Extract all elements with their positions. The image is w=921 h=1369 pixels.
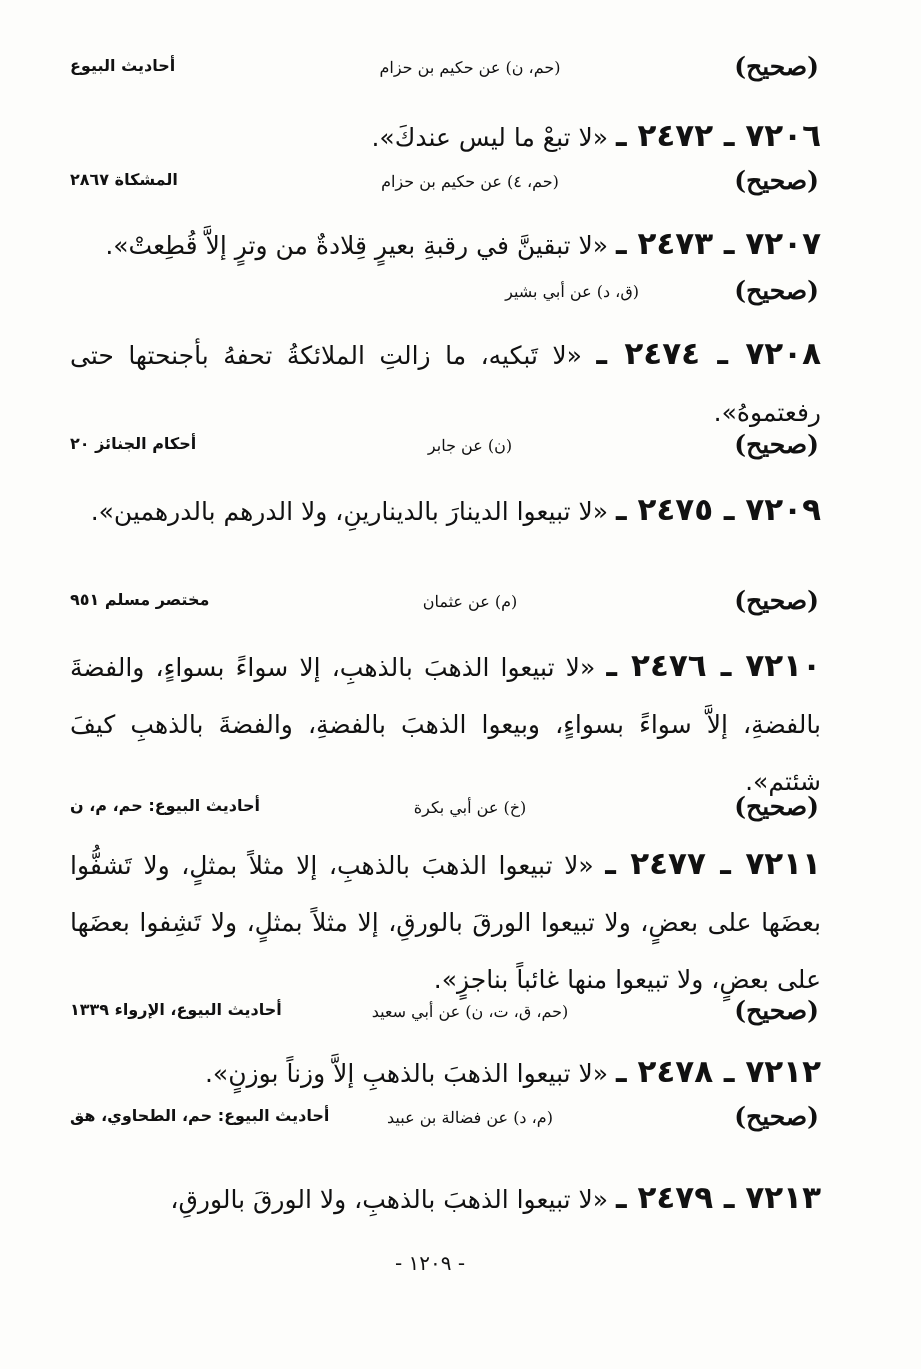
source-attribution: (خ) عن أبي بكرة — [413, 798, 527, 817]
hadith-text — [70, 216, 821, 274]
hadith-number: ٧٢١٣ ـ ٢٤٧٩ ـ — [616, 1180, 821, 1216]
hadith-body: «لا تبقينَّ في رقبةِ بعيرٍ قِلادةٌ من وترٍ إلاَّ قُطِعتْ». — [105, 231, 609, 260]
hadith-meta-row — [70, 1102, 819, 1146]
hadith-number: ٧٢١٠ ـ ٢٤٧٦ ـ — [606, 648, 822, 684]
hadith-number: ٧٢٠٨ ـ ٢٤٧٤ ـ — [596, 336, 821, 372]
source-attribution: (م، د) عن فضالة بن عبيد — [387, 1108, 553, 1127]
source-attribution: (ق، د) عن أبي بشير — [505, 282, 639, 301]
hadith-text — [70, 1170, 821, 1228]
hadith-body: «لا تبيعوا الذهبَ بالذهبِ إلاَّ وزناً بوزنٍ». — [204, 1059, 609, 1088]
hadith-body: «لا تَبكيه، ما زالتِ الملائكةُ تحفهُ بأجنحتها حتى رفعتموهُ». — [70, 341, 821, 427]
hadith-text — [70, 326, 821, 441]
source-attribution: (حم، ن) عن حكيم بن حزام — [379, 58, 561, 77]
hadith-body: «لا تبيعوا الذهبَ بالذهبِ، ولا الورقَ بالورقِ، — [170, 1185, 609, 1214]
hadith-meta-row — [70, 586, 819, 630]
source-attribution: (حم، ق، ت، ن) عن أبي سعيد — [371, 1002, 569, 1021]
reference-note: أحاديث البيوع: حم، م، ن — [70, 796, 260, 815]
grade-label: (صحيح) — [734, 52, 819, 81]
reference-note: مختصر مسلم ٩٥١ — [70, 590, 210, 609]
grade-label: (صحيح) — [734, 996, 819, 1025]
source-attribution: (حم، ٤) عن حكيم بن حزام — [381, 172, 559, 191]
source-attribution: (ن) عن جابر — [427, 436, 513, 455]
hadith-number: ٧٢١١ ـ ٢٤٧٧ ـ — [605, 846, 821, 882]
hadith-number: ٧٢٠٧ ـ ٢٤٧٣ ـ — [616, 226, 821, 262]
grade-label: (صحيح) — [734, 276, 819, 305]
grade-label: (صحيح) — [734, 430, 819, 459]
hadith-meta-row — [70, 166, 819, 210]
hadith-meta-row — [70, 52, 819, 96]
hadith-text — [70, 108, 821, 166]
hadith-body: «لا تبعْ ما ليس عندكَ». — [371, 123, 609, 152]
hadith-text — [70, 836, 821, 1008]
hadith-body: «لا تبيعوا الذهبَ بالذهبِ، إلا سواءً بسواءٍ، والفضةَ بالفضةِ، إلاَّ سواءً بسواءٍ، وبيعوا الذهبَ بالفضةِ، والفضةَ بالذهبِ كيفَ شئتم». — [70, 653, 821, 796]
grade-label: (صحيح) — [734, 586, 819, 615]
grade-label: (صحيح) — [734, 792, 819, 821]
hadith-text — [70, 1044, 821, 1102]
page-number: - ١٢٠٩ - — [394, 1251, 466, 1275]
reference-note: أحاديث البيوع — [70, 56, 176, 75]
hadith-number: ٧٢١٢ ـ ٢٤٧٨ ـ — [616, 1054, 821, 1090]
hadith-meta-row — [70, 996, 819, 1040]
reference-note: أحكام الجنائز ٢٠ — [70, 434, 197, 453]
reference-note: المشكاة ٢٨٦٧ — [70, 170, 178, 189]
hadith-meta-row — [70, 792, 819, 836]
grade-label: (صحيح) — [734, 166, 819, 195]
hadith-body: «لا تبيعوا الذهبَ بالذهبِ، إلا مثلاً بمثلٍ، ولا تَشفُّوا بعضَها على بعضٍ، ولا تبيعوا الورقَ بالورقِ، إلا مثلاً بمثلٍ، ولا تَشِفوا بعضَها على بعضٍ، ولا تبيعوا منها غائباً بناجزٍ». — [70, 851, 821, 994]
hadith-number: ٧٢٠٦ ـ ٢٤٧٢ ـ — [616, 118, 821, 154]
grade-label: (صحيح) — [734, 1102, 819, 1131]
reference-note: أحاديث البيوع: حم، الطحاوي، هق — [70, 1106, 330, 1125]
source-attribution: (م) عن عثمان — [422, 592, 518, 611]
hadith-text — [70, 638, 821, 810]
reference-note: أحاديث البيوع، الإرواء ١٣٣٩ — [70, 1000, 282, 1019]
hadith-meta-row — [70, 276, 819, 320]
hadith-meta-row — [70, 430, 819, 474]
hadith-text — [70, 482, 821, 540]
hadith-number: ٧٢٠٩ ـ ٢٤٧٥ ـ — [616, 492, 821, 528]
hadith-body: «لا تبيعوا الدينارَ بالدينارينِ، ولا الدرهم بالدرهمين». — [90, 497, 609, 526]
